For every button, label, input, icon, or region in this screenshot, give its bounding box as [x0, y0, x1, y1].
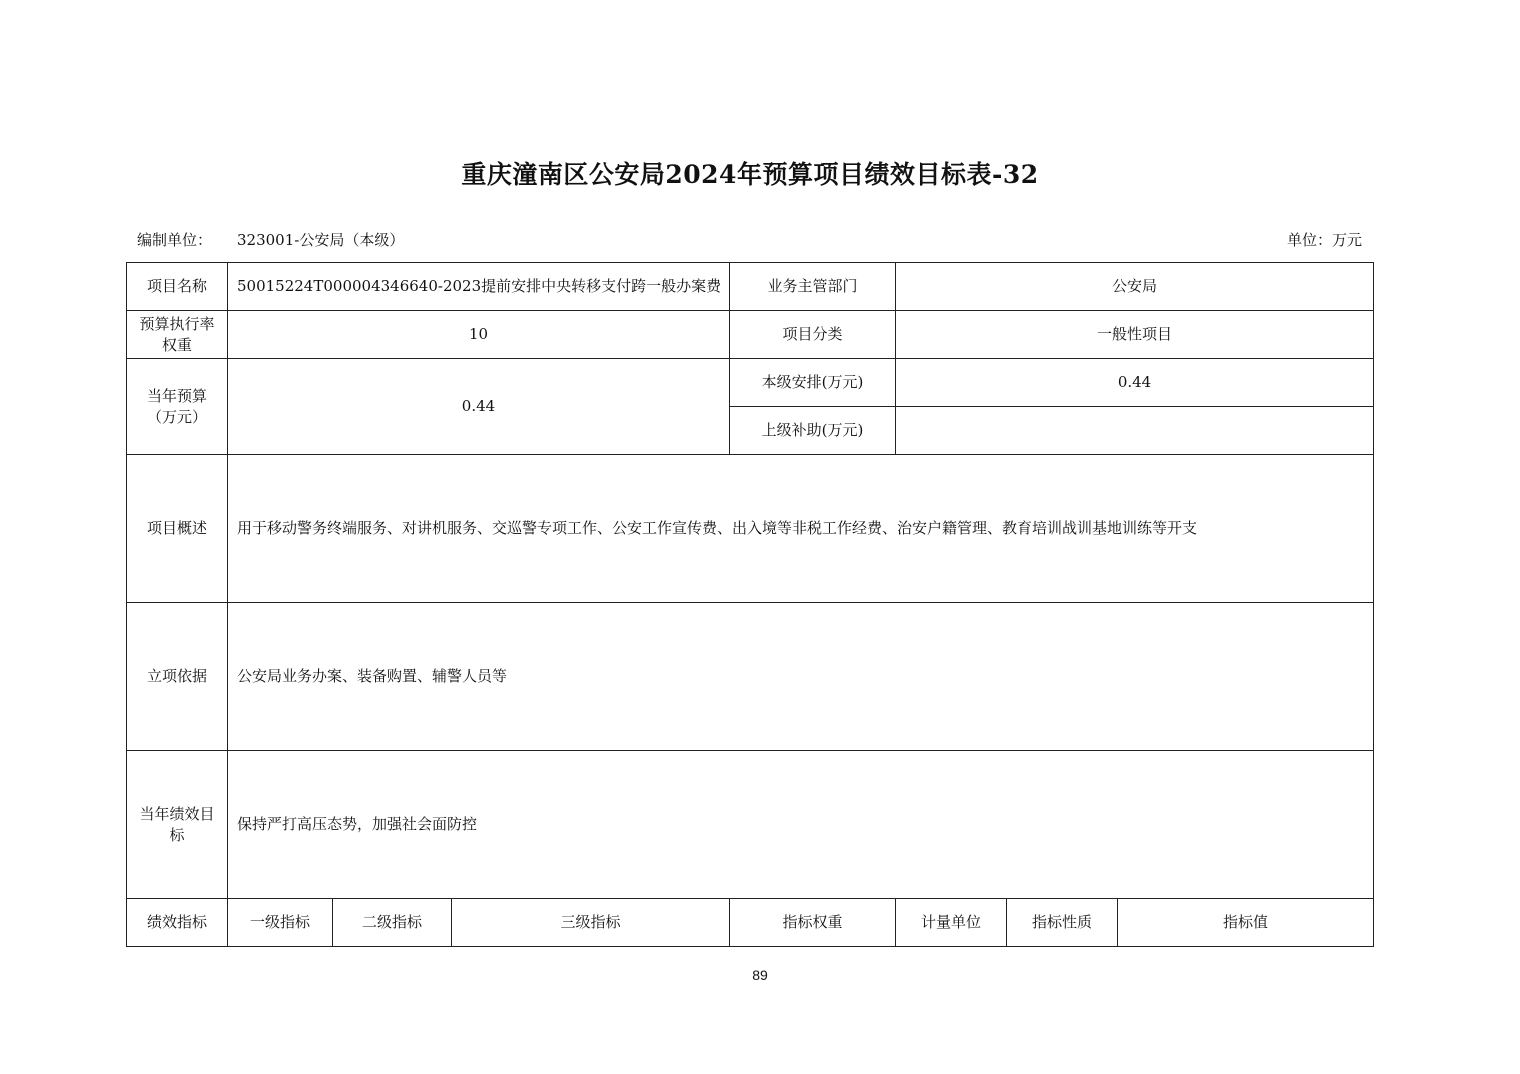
currency-unit: 单位：万元 — [1286, 231, 1362, 249]
project-name-value: 50015224T000004346640-2023提前安排中央转移支付跨一般办案费 — [228, 263, 730, 311]
project-name-label: 项目名称 — [127, 263, 228, 311]
level-label: 本级安排(万元) — [730, 359, 896, 407]
category-value: 一般性项目 — [896, 311, 1374, 359]
budget-value: 0.44 — [228, 359, 730, 455]
indicator-header-row — [127, 899, 1374, 947]
goal-label: 当年绩效目标 — [127, 751, 228, 899]
compiling-unit-label: 编制单位： — [137, 231, 213, 249]
upper-value — [896, 407, 1374, 455]
basis-value: 公安局业务办案、装备购置、辅警人员等 — [228, 603, 1374, 751]
col-weight: 指标权重 — [730, 899, 896, 947]
table-row — [127, 263, 1374, 311]
basis-label: 立项依据 — [127, 603, 228, 751]
exec-weight-value: 10 — [228, 311, 730, 359]
col-value: 指标值 — [1118, 899, 1374, 947]
overview-label: 项目概述 — [127, 455, 228, 603]
exec-weight-label: 预算执行率权重 — [127, 311, 228, 359]
dept-value: 公安局 — [896, 263, 1374, 311]
indicator-label: 绩效指标 — [127, 899, 228, 947]
performance-target-table — [126, 262, 1374, 947]
col-unit: 计量单位 — [896, 899, 1007, 947]
col-level3: 三级指标 — [452, 899, 730, 947]
category-label: 项目分类 — [730, 311, 896, 359]
table-row — [127, 455, 1374, 603]
budget-label: 当年预算（万元） — [127, 359, 228, 455]
table-row — [127, 751, 1374, 899]
col-nature: 指标性质 — [1007, 899, 1118, 947]
col-level1: 一级指标 — [228, 899, 333, 947]
compiling-unit-value: 323001-公安局（本级） — [237, 231, 405, 249]
page-number: 89 — [752, 967, 768, 983]
compiling-unit — [137, 229, 404, 250]
table-row — [127, 359, 1374, 407]
col-level2: 二级指标 — [333, 899, 452, 947]
table-row — [127, 603, 1374, 751]
overview-value: 用于移动警务终端服务、对讲机服务、交巡警专项工作、公安工作宣传费、出入境等非税工作经费、治安户籍管理、教育培训战训基地训练等开支 — [228, 455, 1374, 603]
page-title: 重庆潼南区公安局2024年预算项目绩效目标表-32 — [461, 160, 1039, 189]
goal-value: 保持严打高压态势，加强社会面防控 — [228, 751, 1374, 899]
level-value: 0.44 — [896, 359, 1374, 407]
upper-label: 上级补助(万元) — [730, 407, 896, 455]
table-row — [127, 311, 1374, 359]
dept-label: 业务主管部门 — [730, 263, 896, 311]
